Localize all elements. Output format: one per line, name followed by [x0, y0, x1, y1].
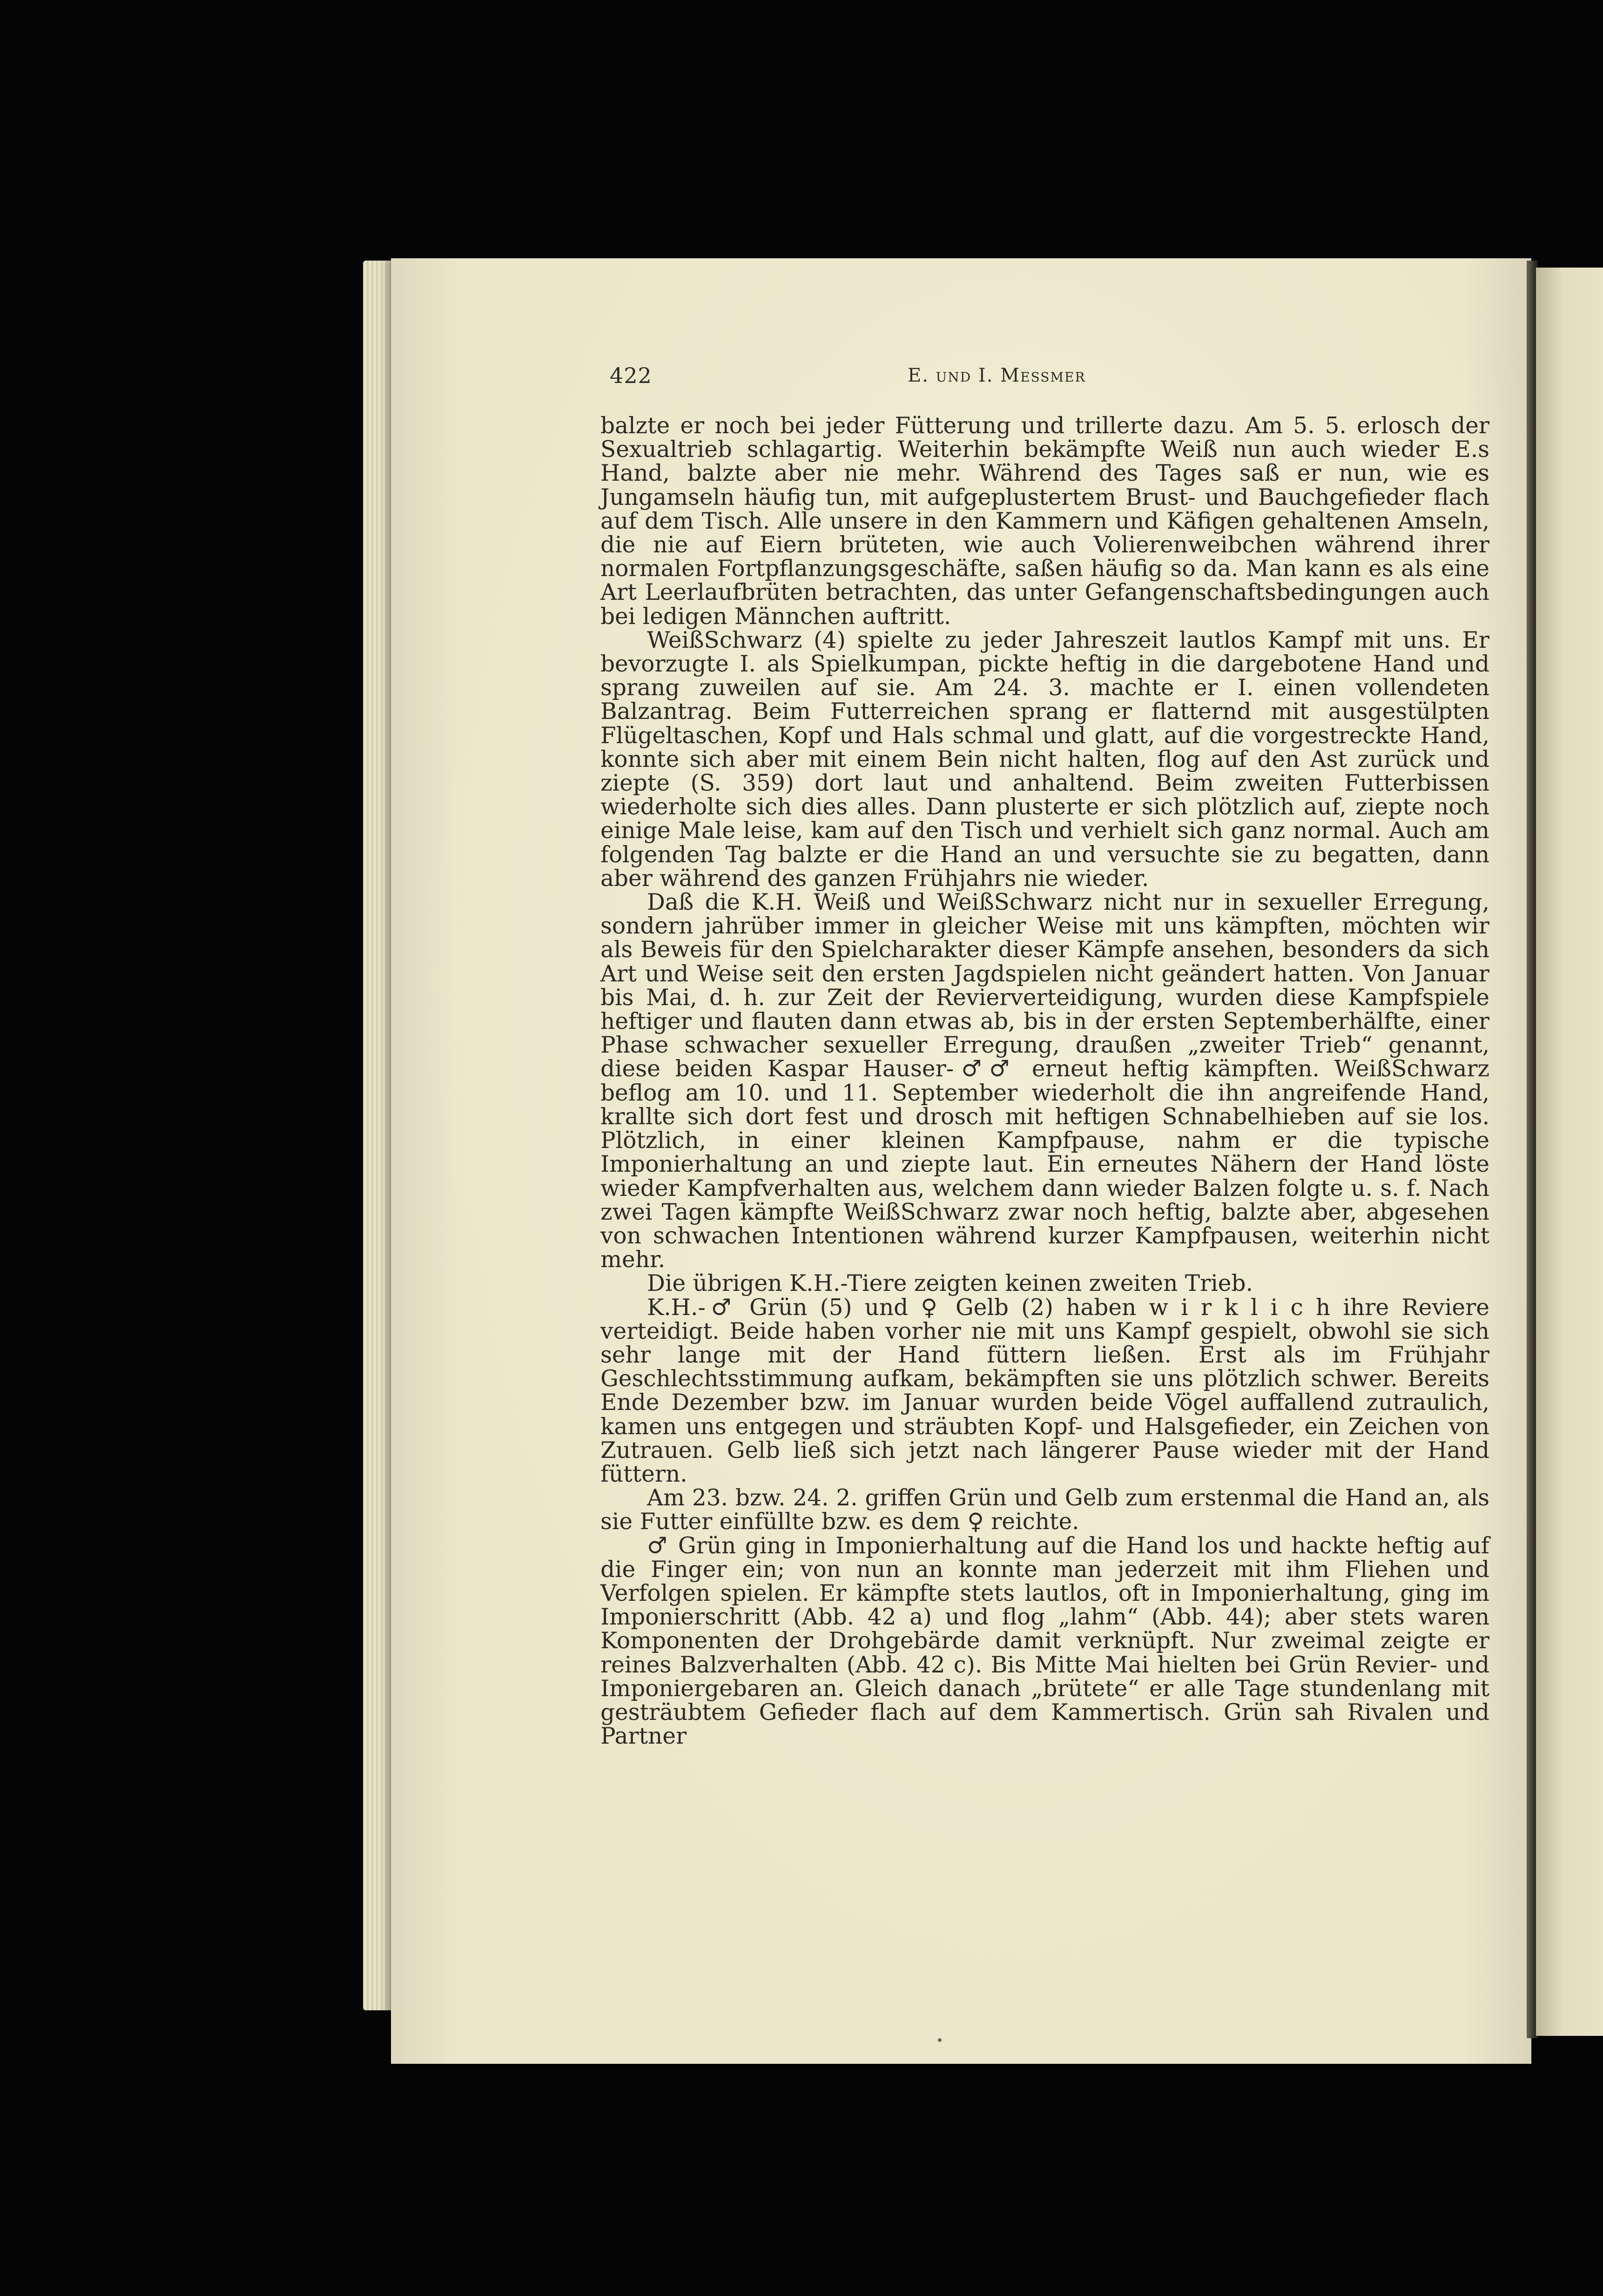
page-number: 422: [610, 363, 652, 388]
paragraph: ♂ Grün ging in Imponierhaltung auf die Hand los und hackte heftig auf die Finger ein; von nun an konnte man jederzeit mit ihm Fliehen und Verfolgen spielen. Er kämpfte stets lautlos, oft in Imponierhaltung, ging im Imponierschritt (Abb. 42 a) und flog „lahm“ (Abb. 44); aber stets waren Komponenten der Drohgebärde damit verknüpft. Nur zweimal zeigte er reines Balzverhalten (Abb. 42 c). Bis Mitte Mai hielten bei Grün Revier- und Imponiergebaren an. Gleich danach „brütete“ er alle Tage stundenlang mit gesträubtem Gefieder flach auf dem Kammertisch. Grün sah Rivalen und Partner: [600, 1532, 1489, 1750]
print-speck: [938, 2038, 942, 2042]
page-header: [610, 363, 1485, 396]
paragraph: Am 23. bzw. 24. 2. griffen Grün und Gelb zum erstenmal die Hand an, als sie Futter einfüllte bzw. es dem ♀ reichte.: [600, 1485, 1489, 1535]
facing-page-edge: [1536, 268, 1603, 2036]
paragraph: WeißSchwarz (4) spielte zu jeder Jahreszeit lautlos Kampf mit uns. Er bevorzugte I. als Spielkumpan, pickte heftig in die dargebotene Hand und sprang zuweilen auf sie. Am 24. 3. machte er I. einen vollendeten Balzantrag. Beim Futterreichen sprang er flatternd mit ausgestülpten Flügeltaschen, Kopf und Hals schmal und glatt, auf die vorgestreckte Hand, konnte sich aber mit einem Bein nicht halten, flog auf den Ast zurück und ziepte (S. 359) dort laut und anhaltend. Beim zweiten Futterbissen wiederholte sich dies alles. Dann plusterte er sich plötzlich auf, ziepte noch einige Male leise, kam auf den Tisch und verhielt sich ganz normal. Auch am folgenden Tag balzte er die Hand an und versuchte sie zu begatten, dann aber während des ganzen Frühjahrs nie wieder.: [600, 627, 1489, 892]
paragraph: Daß die K.H. Weiß und WeißSchwarz nicht nur in sexueller Erregung, sondern jahrüber immer in gleicher Weise mit uns kämpften, möchten wir als Beweis für den Spielcharakter dieser Kämpfe ansehen, besonders da sich Art und Weise seit den ersten Jagdspielen nicht geändert hatten. Von Januar bis Mai, d. h. zur Zeit der Revierverteidigung, wurden diese Kampfspiele heftiger und flauten dann etwas ab, bis in der ersten Septemberhälfte, einer Phase schwacher sexueller Erregung, draußen „zweiter Trieb“ genannt, diese beiden Kaspar Hauser-♂♂ erneut heftig kämpften. WeißSchwarz beflog am 10. und 11. September wiederholt die ihn angreifende Hand, krallte sich dort fest und drosch mit heftigen Schnabelhieben auf sie los. Plötzlich, in einer kleinen Kampfpause, nahm er die typische Imponierhaltung an und ziepte laut. Ein erneutes Nähern der Hand löste wieder Kampfverhalten aus, welchem dann wieder Balzen folgte u. s. f. Nach zwei Tagen kämpfte WeißSchwarz zwar noch heftig, balzte aber, abgesehen von schwachen Intentionen während kurzer Kampfpausen, weiterhin nicht mehr.: [600, 889, 1489, 1273]
running-head: [908, 365, 1086, 386]
paragraph: Die übrigen K.H.-Tiere zeigten keinen zweiten Trieb.: [647, 1270, 1253, 1297]
paragraph: K.H.-♂ Grün (5) und ♀ Gelb (2) haben w i r k l i c h ihre Reviere verteidigt. Beide haben vorher nie mit uns Kampf gespielt, obwohl sie sich sehr lange mit der Hand füttern ließen. Erst als im Frühjahr Geschlechtsstimmung aufkam, bekämpften sie uns plötzlich schwer. Bereits Ende Dezember bzw. im Januar wurden beide Vögel auffallend zutraulich, kamen uns entgegen und sträubten Kopf- und Halsgefieder, ein Zeichen von Zutrauen. Gelb ließ sich jetzt nach längerer Pause wieder mit der Hand füttern.: [600, 1294, 1489, 1487]
body-text: [600, 414, 1489, 1748]
running-head-author: E. und I. Messmer: [908, 365, 1086, 386]
paragraph: balzte er noch bei jeder Fütterung und trillerte dazu. Am 5. 5. erlosch der Sexualtrieb schlagartig. Weiterhin bekämpfte Weiß nun auch wieder E.s Hand, balzte aber nie mehr. Während des Tages saß er nun, wie es Jungamseln häufig tun, mit aufgeplustertem Brust- und Bauchgefieder flach auf dem Tisch. Alle unsere in den Kammern und Käfigen gehaltenen Amseln, die nie auf Eiern brüteten, wie auch Volierenweibchen während ihrer normalen Fortpflanzungsgeschäfte, saßen häufig so da. Man kann es als eine Art Leerlaufbrüten betrachten, das unter Gefangenschaftsbedingungen auch bei ledigen Männchen auftritt.: [600, 413, 1489, 630]
